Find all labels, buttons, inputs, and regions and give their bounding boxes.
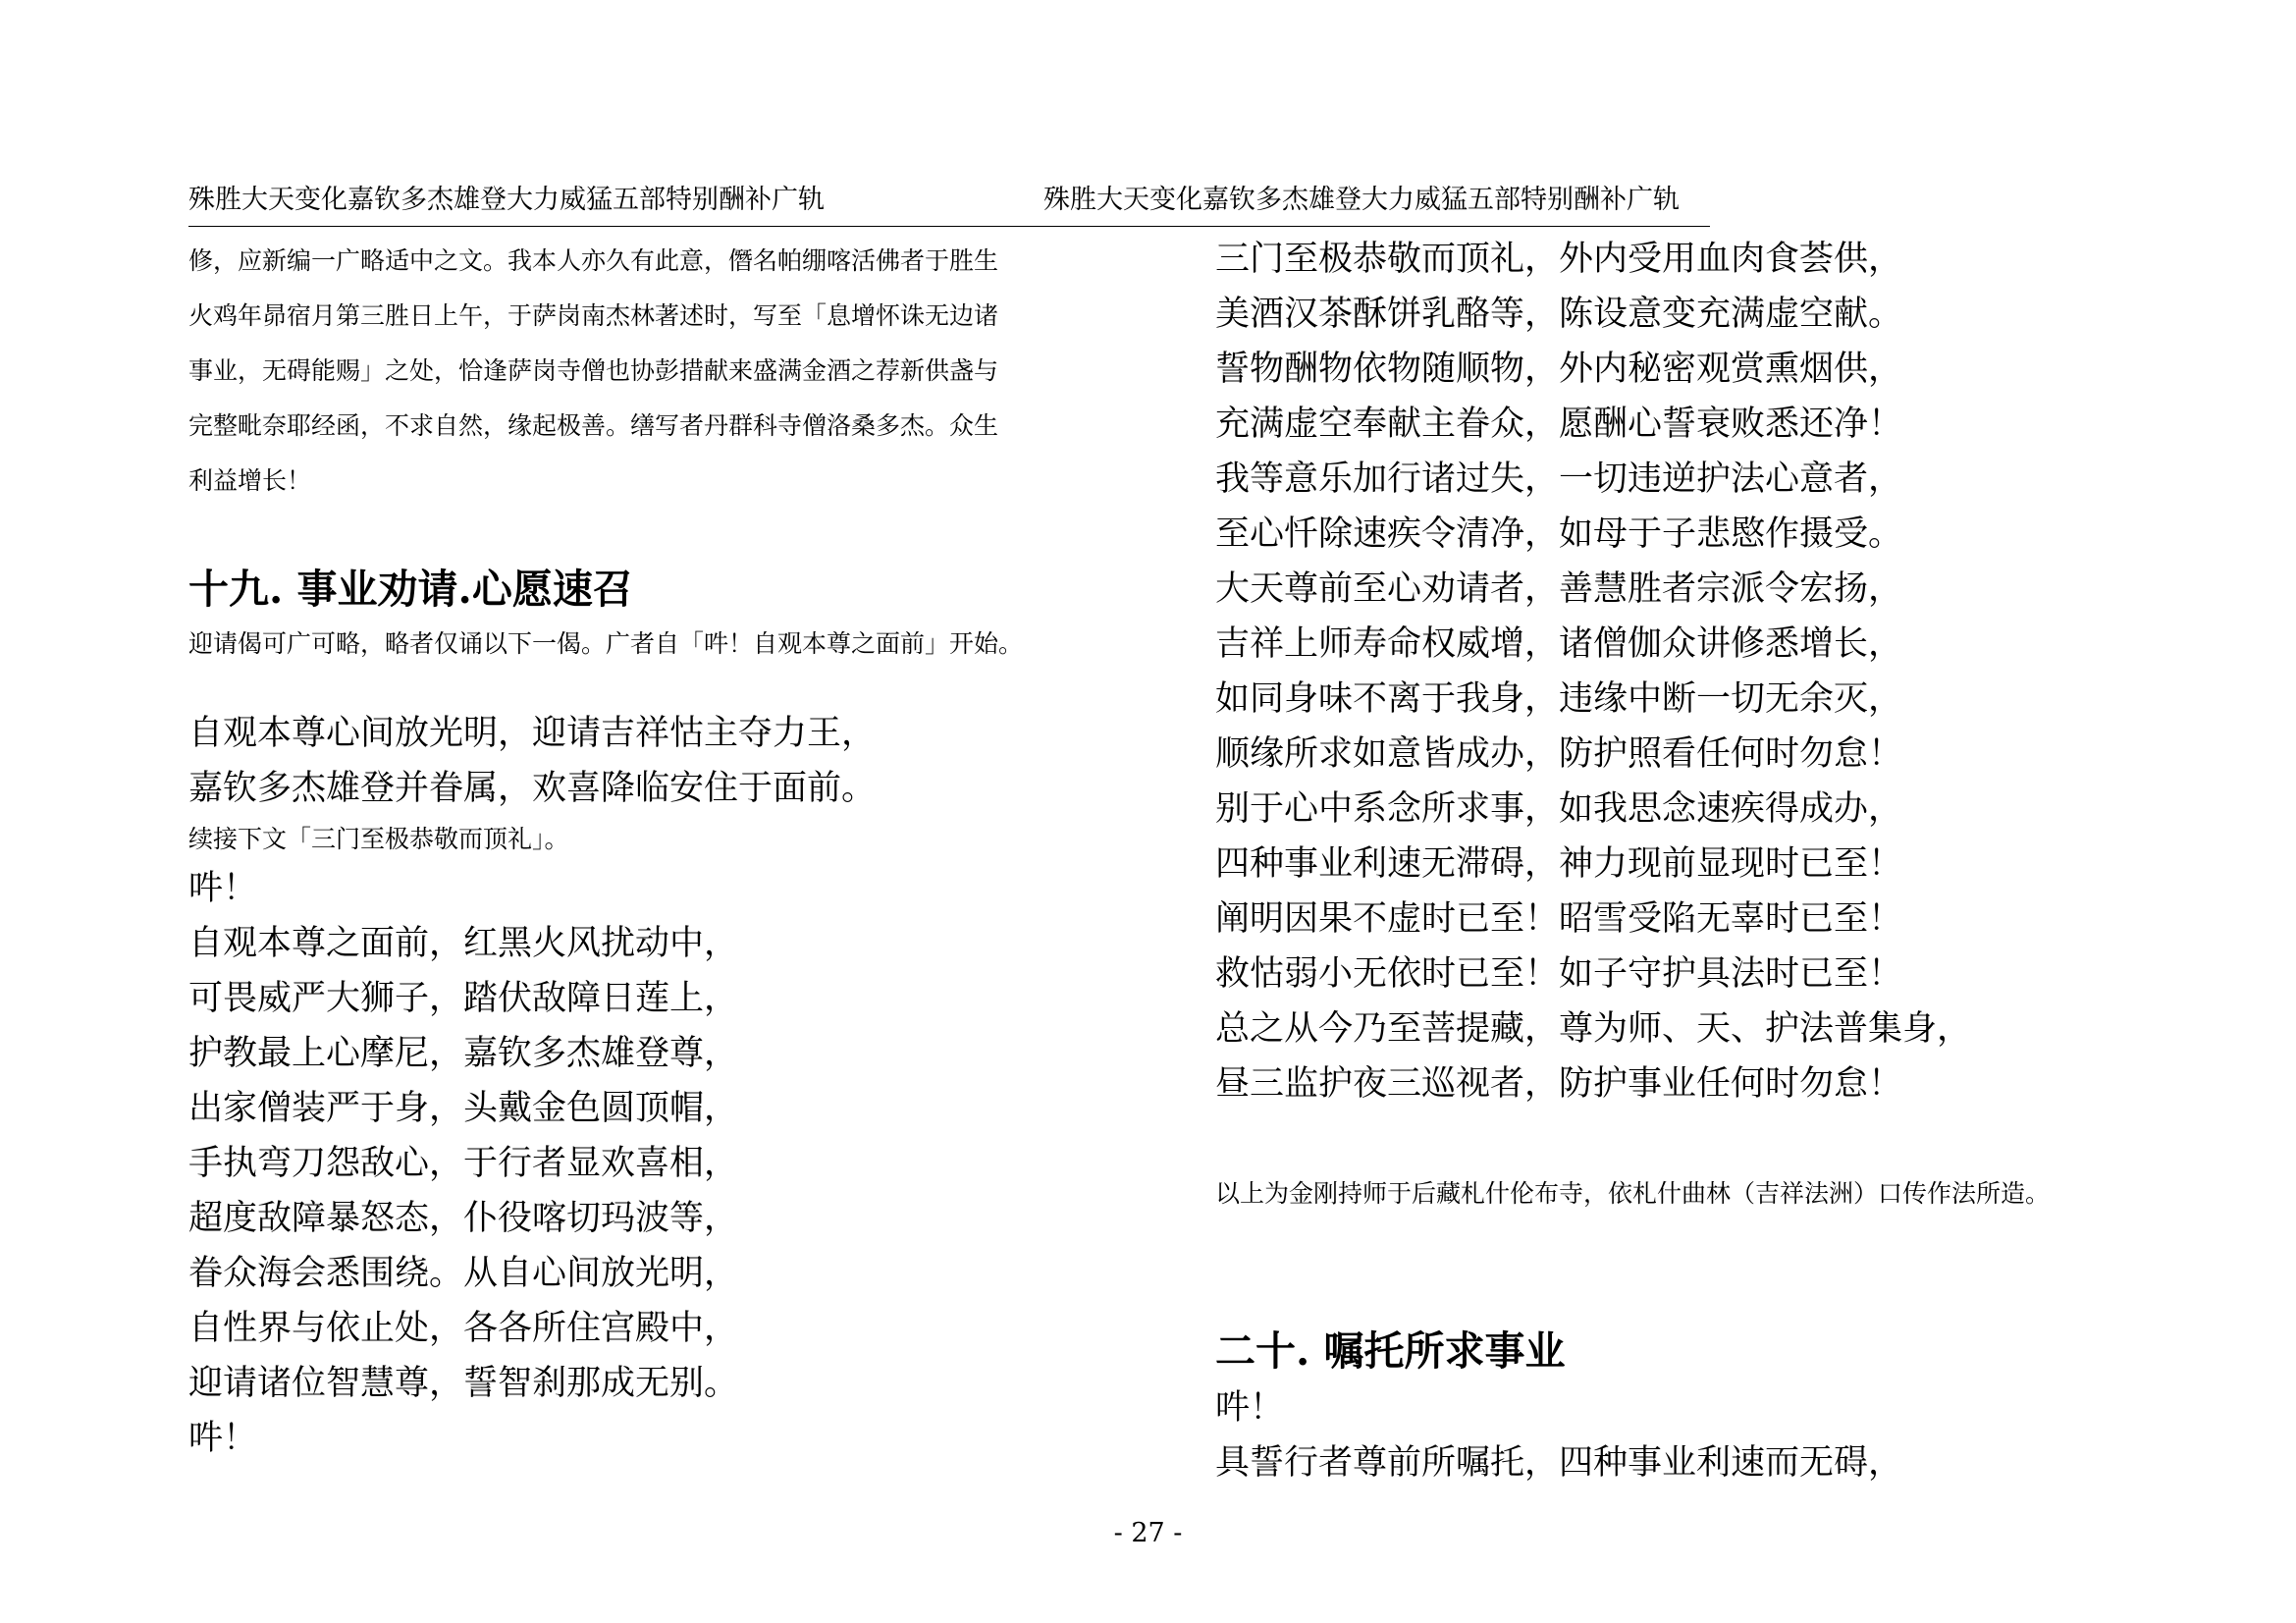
verse-line: 自观本尊心间放光明，迎请吉祥怙主夺力王，	[188, 714, 877, 753]
verse-line: 吽！	[188, 869, 258, 908]
section-19-heading: 十九. 事业劝请.心愿速召	[188, 566, 633, 613]
verse-line: 自观本尊之面前，红黑火风扰动中，	[188, 924, 739, 963]
left-column	[188, 234, 1106, 1466]
verse-line: 可畏威严大狮子，踏伏敌障日莲上，	[188, 979, 739, 1018]
intro-line: 利益增长！	[188, 466, 312, 495]
verse-line: 吉祥上师寿命权威增，诸僧伽众讲修悉增长，	[1215, 624, 1903, 664]
section-20-heading: 二十. 嘱托所求事业	[1215, 1327, 1566, 1375]
intro-line: 火鸡年昴宿月第三胜日上午，于萨岗南杰林著述时，写至「息增怀诛无边诸	[188, 301, 999, 330]
long-invocation	[188, 861, 1106, 1466]
verse-line: 迎请诸位智慧尊，誓智刹那成无别。	[188, 1364, 739, 1403]
verse-line: 眷众海会悉围绕。从自心间放光明，	[188, 1254, 739, 1293]
verse-line: 我等意乐加行诸过失，一切违逆护法心意者，	[1215, 460, 1903, 499]
verse-line: 救怙弱小无依时已至！如子守护具法时已至！	[1215, 954, 1903, 994]
verse-line: 吽！	[188, 1419, 258, 1458]
verse-line: 四种事业利速无滞碍，神力现前显现时已至！	[1215, 844, 1903, 884]
verse-line: 美酒汉茶酥饼乳酪等，陈设意变充满虚空献。	[1215, 295, 1903, 334]
running-header-right: 殊胜大天变化嘉钦多杰雄登大力威猛五部特别酬补广轨	[1043, 185, 1680, 215]
verse-line: 吽！	[1215, 1388, 1285, 1428]
verse-line: 总之从今乃至菩提藏，尊为师、天、护法普集身，	[1215, 1009, 1972, 1049]
verse-line: 阐明因果不虚时已至！昭雪受陷无辜时已至！	[1215, 899, 1903, 939]
verse-line: 誓物酬物依物随顺物，外内秘密观赏熏烟供，	[1215, 350, 1903, 389]
verse-line: 充满虚空奉献主眷众，愿酬心誓衰败悉还净！	[1215, 405, 1903, 444]
verse-line: 出家僧装严于身，头戴金色圆顶帽，	[188, 1089, 739, 1128]
header-rule	[188, 226, 1710, 227]
verse-line: 护教最上心摩尼，嘉钦多杰雄登尊，	[188, 1034, 739, 1073]
page-number: - 27 -	[1113, 1518, 1183, 1548]
verse-line: 嘉钦多杰雄登并眷属，欢喜降临安住于面前。	[188, 769, 877, 808]
verse-line: 顺缘所求如意皆成办，防护照看任何时勿怠！	[1215, 734, 1903, 774]
right-column	[1215, 232, 2133, 1490]
verse-line: 大天尊前至心劝请者，善慧胜者宗派令宏扬，	[1215, 569, 1903, 609]
intro-line: 完整毗奈耶经函，不求自然，缘起极善。缮写者丹群科寺僧洛桑多杰。众生	[188, 411, 999, 440]
verse-line: 三门至极恭敬而顶礼，外内受用血肉食荟供，	[1215, 240, 1903, 279]
verse-line: 手执弯刀怨敌心，于行者显欢喜相，	[188, 1144, 739, 1183]
verse-line: 超度敌障暴怒态，仆役喀切玛波等，	[188, 1199, 739, 1238]
intro-line: 修，应新编一广略适中之文。我本人亦久有此意，僭名帕绷喀活佛者于胜生	[188, 246, 999, 275]
colophon: 以上为金刚持师于后藏札什伦布寺，依札什曲林（吉祥法洲）口传作法所造。	[1215, 1179, 2051, 1208]
verse-line: 自性界与依止处，各各所住宫殿中，	[188, 1309, 739, 1348]
verse-line: 至心忏除速疾令清净，如母于子悲愍作摄受。	[1215, 514, 1903, 554]
verse-line: 如同身味不离于我身，违缘中断一切无余灭，	[1215, 679, 1903, 719]
section-20-lines	[1215, 1380, 2133, 1490]
verse-line: 具誓行者尊前所嘱托，四种事业利速而无碍，	[1215, 1443, 1903, 1483]
running-header-left: 殊胜大天变化嘉钦多杰雄登大力威猛五部特别酬补广轨	[188, 185, 825, 215]
continue-note: 续接下文「三门至极恭敬而顶礼」。	[188, 825, 569, 853]
verse-line: 昼三监护夜三巡视者，防护事业任何时勿怠！	[1215, 1064, 1903, 1104]
intro-paragraph	[188, 234, 1106, 509]
verse-line: 别于心中系念所求事，如我思念速疾得成办，	[1215, 789, 1903, 829]
section-19-note: 迎请偈可广可略，略者仅诵以下一偈。广者自「吽！自观本尊之面前」开始。	[188, 629, 1024, 658]
intro-line: 事业，无碍能赐」之处，恰逢萨岗寺僧也协彭措献来盛满金酒之荐新供盏与	[188, 356, 999, 385]
offering-verses	[1215, 232, 2133, 1111]
short-invocation	[188, 706, 1106, 816]
